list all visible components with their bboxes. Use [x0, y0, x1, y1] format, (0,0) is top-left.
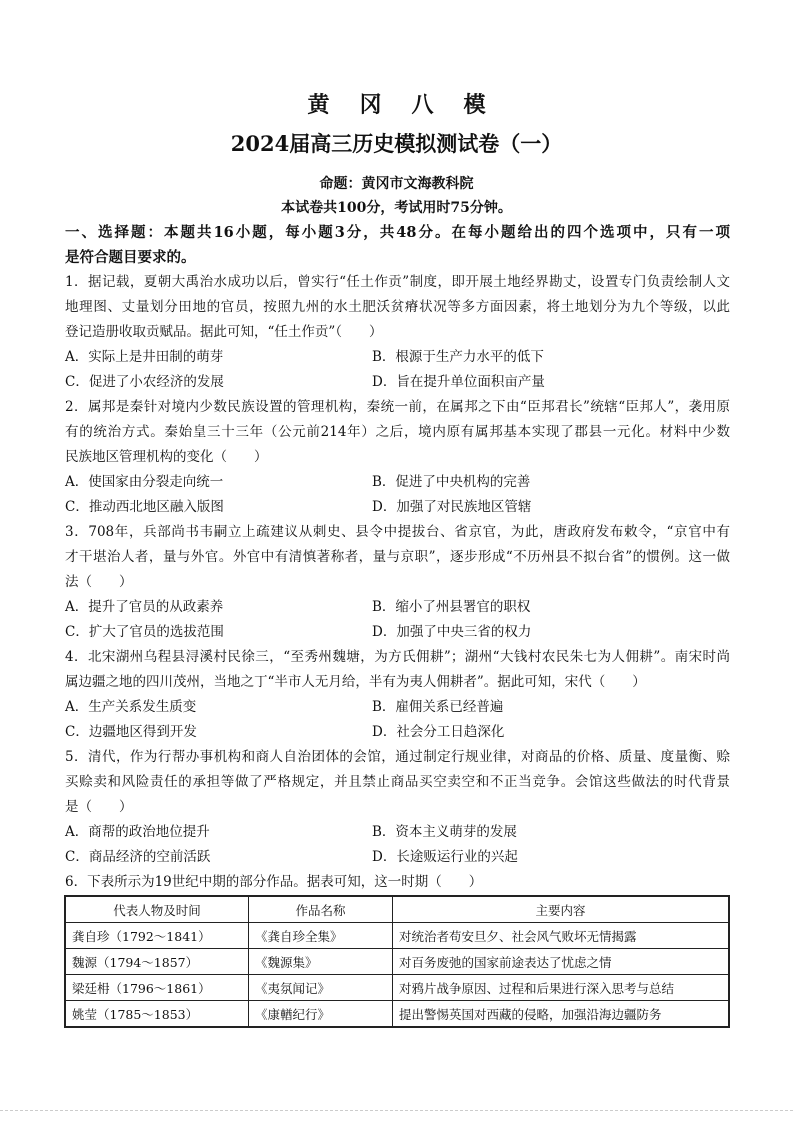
works-table	[64, 895, 730, 1028]
question-5	[65, 745, 730, 870]
table-cell: 《魏源集》	[249, 949, 393, 975]
brand-heading: 黄冈八模	[307, 92, 516, 118]
option-d[interactable]: D．长途贩运行业的兴起	[372, 849, 518, 865]
options-row	[65, 345, 730, 370]
option-a[interactable]: A．提升了官员的从政素养	[65, 599, 224, 615]
table-row	[65, 975, 729, 1001]
table-cell: 《龚自珍全集》	[249, 923, 393, 949]
question-stem-line: 才干堪治人者，量与外官。外官中有清慎著称者，量与京职”，逐步形成“不历州县不拟台省”的惯例。这一做	[65, 549, 730, 565]
option-d[interactable]: D．旨在提升单位面积亩产量	[372, 374, 545, 390]
option-b[interactable]: B．根源于生产力水平的低下	[372, 349, 544, 365]
options-row	[65, 695, 730, 720]
option-b[interactable]: B．缩小了州县署官的职权	[372, 599, 531, 615]
option-c[interactable]: C．推动西北地区融入版图	[65, 499, 224, 515]
options-row	[65, 370, 730, 395]
option-c[interactable]: C．扩大了官员的选拔范围	[65, 624, 224, 640]
table-row	[65, 949, 729, 975]
question-stem-line: 地理图、丈量划分田地的官员，按照九州的水土肥沃贫瘠状况等多方面因素，将土地划分为九个等级，以此	[65, 299, 730, 315]
question-3	[65, 520, 730, 645]
option-b[interactable]: B．资本主义萌芽的发展	[372, 824, 517, 840]
options-row	[65, 820, 730, 845]
options-row	[65, 845, 730, 870]
option-a[interactable]: A．使国家由分裂走向统一	[65, 474, 224, 490]
exam-info: 本试卷共100分，考试用时75分钟。	[281, 200, 512, 216]
table-cell: 对鸦片战争原因、过程和后果进行深入思考与总结	[393, 975, 730, 1001]
table-cell: 龚自珍（1792～1841）	[65, 923, 249, 949]
table-row	[65, 1001, 729, 1028]
page-divider	[0, 1110, 793, 1111]
table-header-row	[65, 896, 729, 923]
option-b[interactable]: B．雇佣关系已经普遍	[372, 699, 504, 715]
question-1	[65, 270, 730, 395]
option-b[interactable]: B．促进了中央机构的完善	[372, 474, 531, 490]
exam-content	[65, 220, 730, 895]
table-body	[65, 923, 729, 1028]
options-row	[65, 620, 730, 645]
options-row	[65, 720, 730, 745]
option-a[interactable]: A．生产关系发生质变	[65, 699, 197, 715]
option-c[interactable]: C．边疆地区得到开发	[65, 724, 197, 740]
question-stem-line: 4．北宋湖州乌程县浔溪村民徐三，“至秀州魏塘，为方氏佣耕”；湖州“大钱村农民朱七为人佣耕”。南宋时尚	[65, 649, 730, 665]
section-heading: 是符合题目要求的。	[65, 249, 196, 266]
question-4	[65, 645, 730, 745]
option-c[interactable]: C．促进了小农经济的发展	[65, 374, 224, 390]
table-cell: 《夷氛闻记》	[249, 975, 393, 1001]
option-a[interactable]: A．实际上是井田制的萌芽	[65, 349, 224, 365]
question-stem-line: 登记造册收取贡赋品。据此可知，“任土作贡”（ ）	[65, 324, 383, 340]
question-6	[65, 870, 730, 895]
table-cell: 对统治者苟安旦夕、社会风气败坏无情揭露	[393, 923, 730, 949]
question-stem-line: 5．清代，作为行帮办事机构和商人自治团体的会馆，通过制定行规业律，对商品的价格、质量、度量衡、赊	[65, 749, 730, 765]
question-2	[65, 395, 730, 520]
options-row	[65, 595, 730, 620]
question-stem-line: 买赊卖和风险责任的承担等做了严格规定，并且禁止商品买空卖空和不正当竞争。会馆这些做法的时代背景	[65, 774, 730, 790]
table-cell: 梁廷枏（1796～1861）	[65, 975, 249, 1001]
option-a[interactable]: A．商帮的政治地位提升	[65, 824, 210, 840]
table-header-cell: 主要内容	[393, 896, 730, 923]
table-cell: 姚莹（1785～1853）	[65, 1001, 249, 1028]
table-row	[65, 923, 729, 949]
option-d[interactable]: D．加强了中央三省的权力	[372, 624, 532, 640]
table-header-cell: 作品名称	[249, 896, 393, 923]
question-stem-line: 属边疆之地的四川茂州，当地之丁“半市人无月给，半有为夷人佣耕者”。据此可知，宋代（ ）	[65, 674, 646, 690]
option-d[interactable]: D．加强了对民族地区管辖	[372, 499, 532, 515]
question-stem-line: 法（ ）	[65, 574, 133, 590]
question-stem-line: 2．属邦是秦针对境内少数民族设置的管理机构，秦统一前，在属邦之下由“臣邦君长”统辖“臣邦人”，袭用原	[65, 399, 730, 415]
question-stem-line: 3．708年，兵部尚书韦嗣立上疏建议从刺史、县令中提拔台、省京官，为此，唐政府发布敕令，“京官中有	[65, 524, 730, 540]
option-d[interactable]: D．社会分工日趋深化	[372, 724, 505, 740]
question-stem-line: 1．据记载，夏朝大禹治水成功以后，曾实行“任土作贡”制度，即开展土地经界勘丈，设置专门负责绘制人文	[65, 274, 730, 290]
table-cell: 对百务废弛的国家前途表达了忧虑之情	[393, 949, 730, 975]
option-c[interactable]: C．商品经济的空前活跃	[65, 849, 211, 865]
question-stem-line: 6．下表所示为19世纪中期的部分作品。据表可知，这一时期（ ）	[65, 874, 483, 890]
exam-title: 2024届高三历史模拟测试卷（一）	[230, 131, 563, 156]
question-stem-line: 是（ ）	[65, 799, 133, 815]
options-row	[65, 495, 730, 520]
section-heading: 一、选择题：本题共16小题，每小题3分，共48分。在每小题给出的四个选项中，只有一项	[65, 224, 730, 241]
table-cell: 魏源（1794～1857）	[65, 949, 249, 975]
exam-author: 命题：黄冈市文海教科院	[319, 176, 474, 192]
question-stem-line: 民族地区管理机构的变化（ ）	[65, 449, 268, 465]
table-cell: 《康輶纪行》	[249, 1001, 393, 1028]
table-cell: 提出警惕英国对西藏的侵略，加强沿海边疆防务	[393, 1001, 730, 1028]
table-header-cell: 代表人物及时间	[65, 896, 249, 923]
question-stem-line: 有的统治方式。秦始皇三十三年（公元前214年）之后，境内原有属邦基本实现了郡县一元化。材料中少数	[65, 424, 730, 440]
question-list	[65, 270, 730, 895]
options-row	[65, 470, 730, 495]
